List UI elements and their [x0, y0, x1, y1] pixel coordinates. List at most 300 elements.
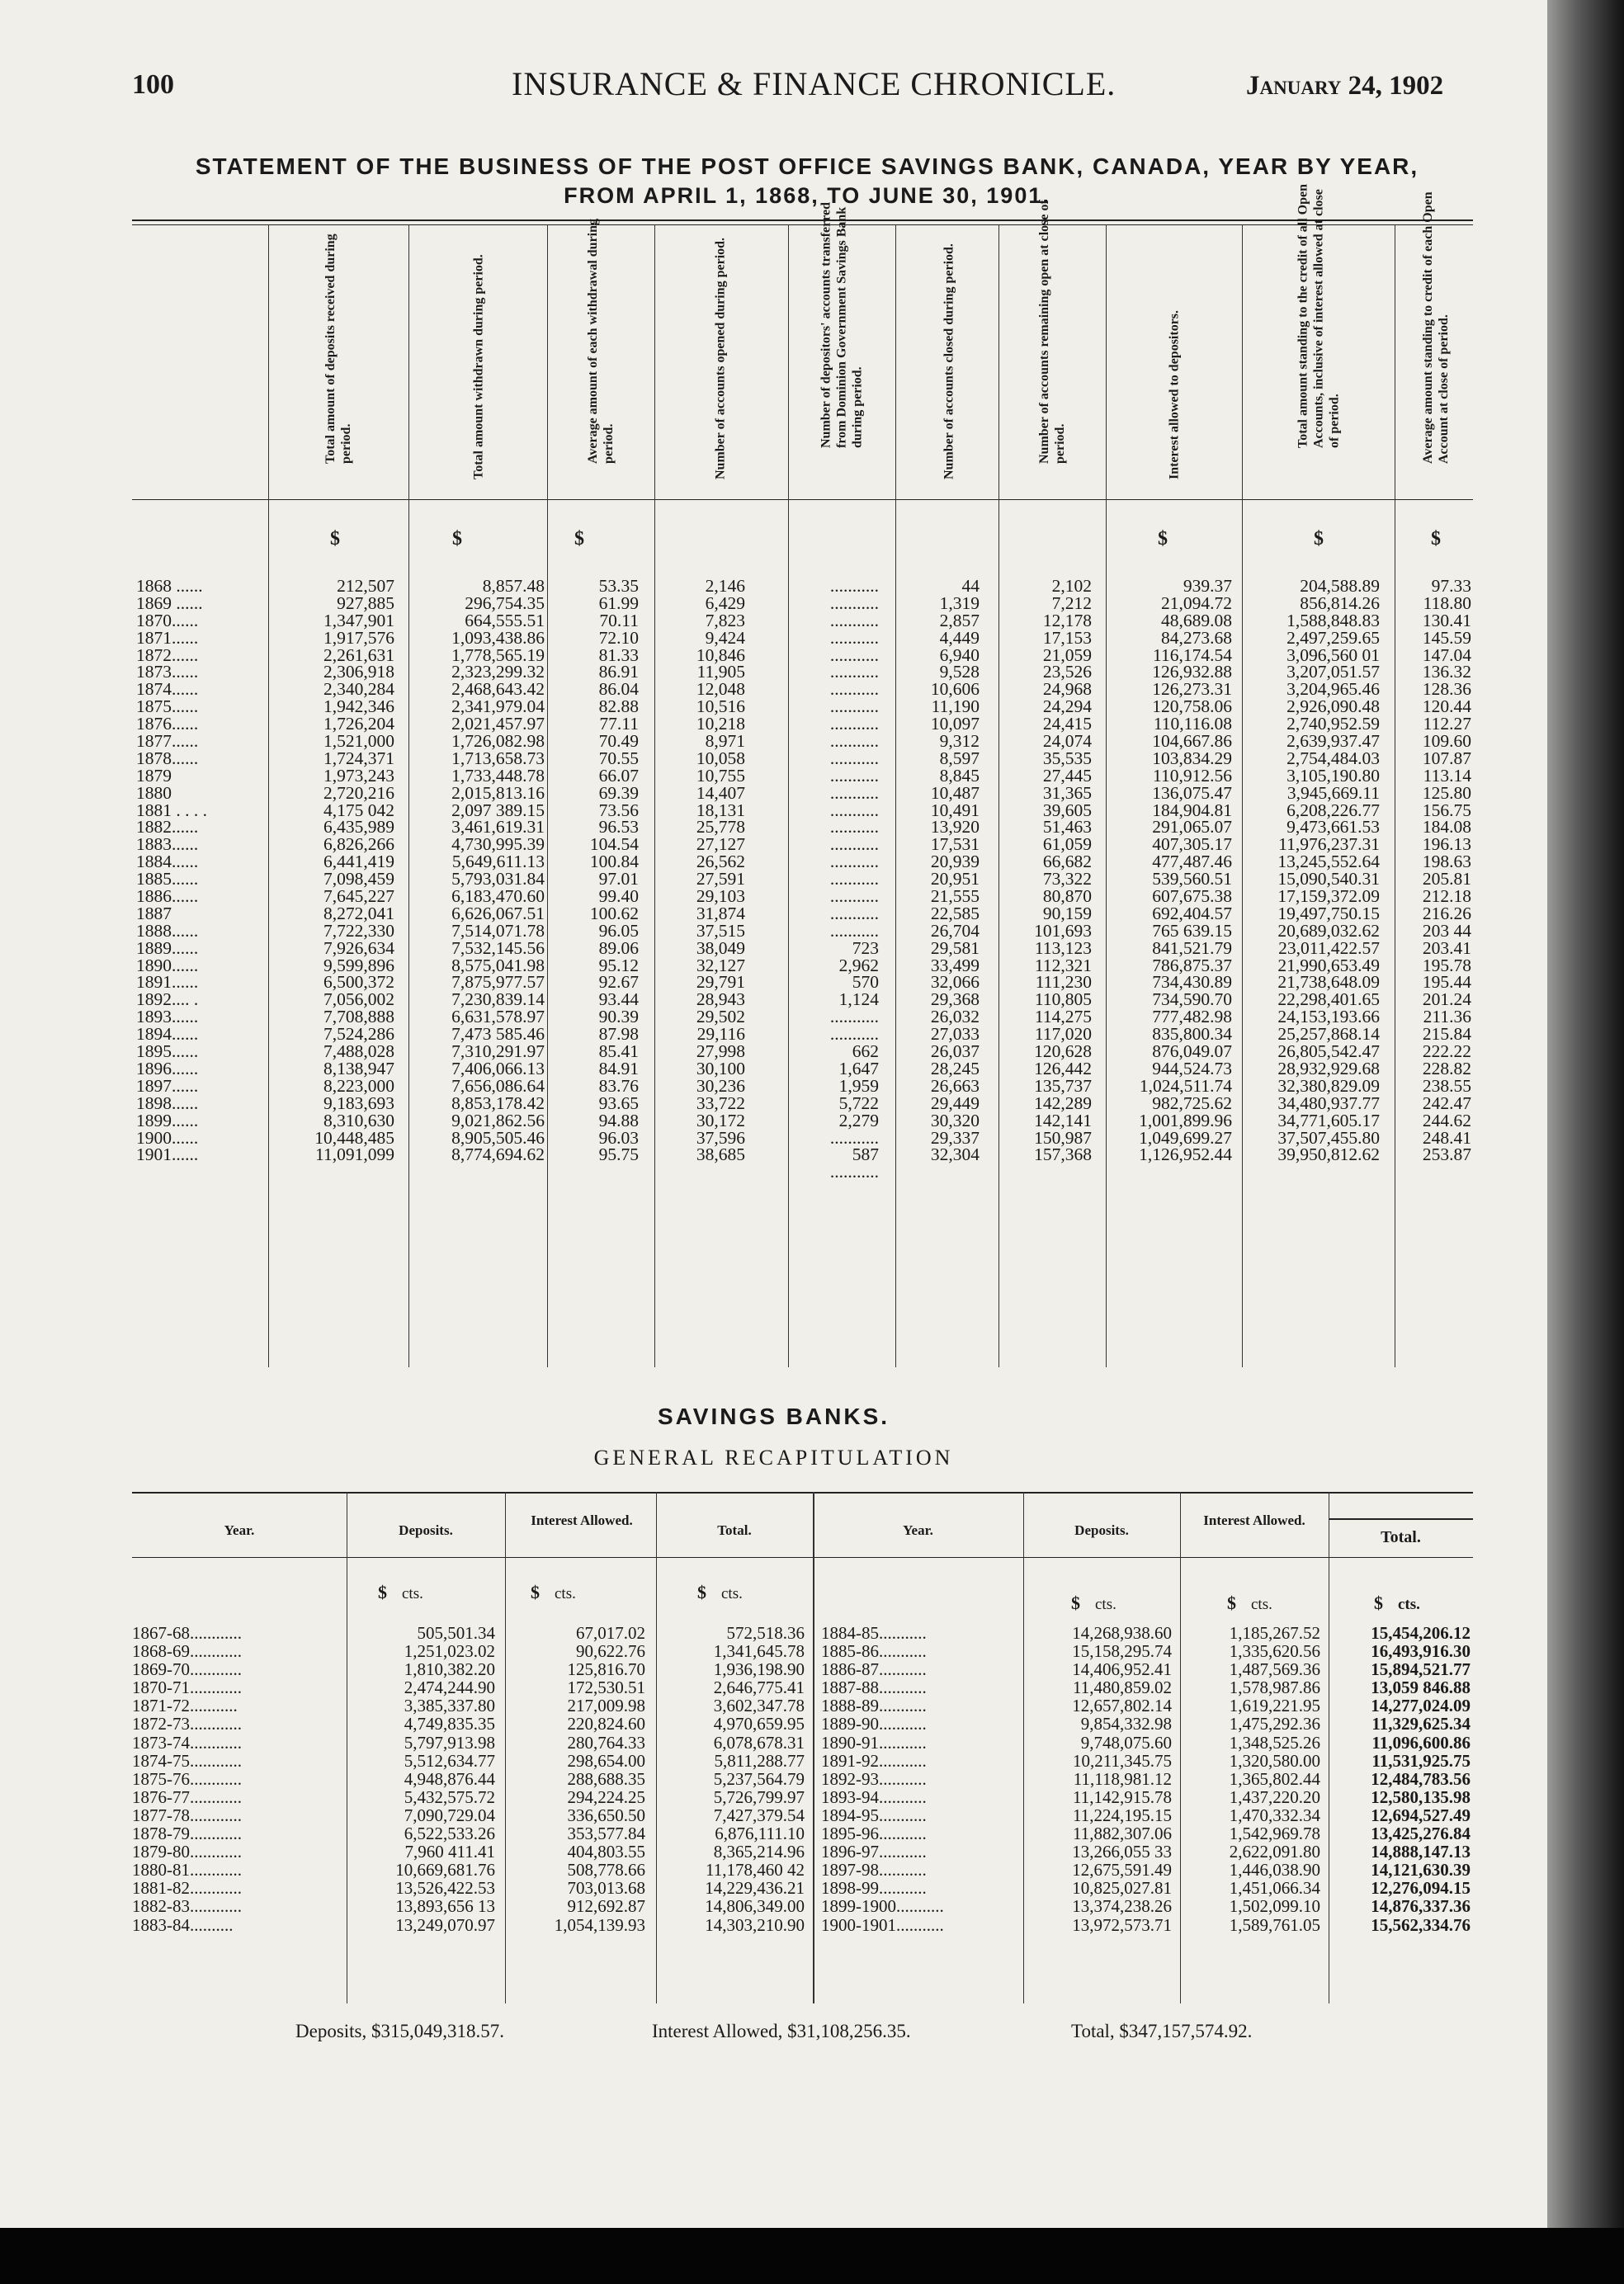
table-cell: 8,575,041.98 [451, 955, 545, 975]
table-cell: 336,650.50 [567, 1805, 645, 1825]
table-cell: 16,493,916.30 [1371, 1641, 1471, 1662]
table-cell: 703,013.68 [567, 1878, 645, 1899]
table-cell: 7,056,002 [323, 989, 394, 1010]
table-cell: 38,049 [696, 937, 745, 958]
table-cell: 1876...... [136, 714, 199, 734]
table-cell: 11,091,099 [315, 1144, 394, 1165]
table-cell: 136.32 [1422, 662, 1471, 682]
recap-divider [813, 1492, 814, 2003]
table-cell: 15,562,334.76 [1371, 1914, 1471, 1935]
table-cell: 84,273.68 [1161, 627, 1232, 648]
table-cell: 1,348,525.26 [1229, 1732, 1320, 1753]
table-cell: 3,385,337.80 [404, 1696, 495, 1716]
table-cell: 48,689.08 [1161, 610, 1232, 630]
table-cell: 1882-83............ [132, 1896, 242, 1917]
table-cell: 1893-94........... [821, 1786, 927, 1807]
remaining-column [1003, 578, 1092, 1163]
table-cell: 120,628 [1034, 1041, 1092, 1062]
table-cell: 8,365,214.96 [713, 1842, 805, 1862]
table-cell: 27,033 [930, 1024, 980, 1045]
table-cell: 30,100 [696, 1058, 745, 1078]
table-cell: 407,305.17 [1152, 834, 1232, 855]
table-cell: 77.11 [599, 714, 639, 734]
table-cell: 14,277,024.09 [1371, 1696, 1471, 1716]
table-cell: 9,748,075.60 [1080, 1732, 1172, 1753]
table-cell: 201.24 [1422, 989, 1471, 1010]
table-cell: 211.36 [1423, 1007, 1471, 1027]
column-header: Interest allowed to depositors. [1167, 309, 1181, 479]
table-cell: 835,800.34 [1152, 1024, 1232, 1045]
table-cell: 9,599,896 [323, 955, 394, 975]
table-cell: 3,105,190.80 [1286, 765, 1380, 786]
table-cell: 125,816.70 [567, 1659, 645, 1680]
table-cell: 11,178,460 42 [706, 1860, 805, 1881]
table-cell: 13,374,238.26 [1072, 1896, 1172, 1917]
table-cell: 20,939 [930, 852, 980, 872]
table-cell: ........... [829, 1024, 879, 1045]
table-cell: 786,875.37 [1152, 955, 1232, 975]
table-cell: 107.87 [1422, 748, 1471, 768]
table-cell: 21,094.72 [1161, 592, 1232, 613]
table-cell: 30,172 [696, 1110, 745, 1130]
table-cell: 84.91 [598, 1058, 639, 1078]
table-cell: 7,488,028 [323, 1041, 394, 1062]
table-cell: ........... [829, 869, 879, 890]
table-cell: 1894...... [136, 1024, 199, 1045]
table-cell: 116,174.54 [1153, 644, 1232, 665]
table-cell: 2,857 [939, 610, 980, 630]
table-cell: 13,526,422.53 [395, 1878, 495, 1899]
table-cell: 22,298,401.65 [1277, 989, 1380, 1010]
table-cell: 10,825,027.81 [1072, 1878, 1172, 1899]
table-cell: 734,430.89 [1152, 972, 1232, 993]
column-divider [1242, 224, 1243, 1367]
table-cell: 27,127 [696, 834, 745, 855]
table-cell: 1,470,332.34 [1229, 1805, 1320, 1825]
table-cell: 100.62 [589, 903, 639, 923]
table-cell: 1881-82............ [132, 1878, 242, 1899]
table-cell: 205.81 [1422, 869, 1471, 890]
table-cell: 6,078,678.31 [713, 1732, 805, 1753]
issue-date: January 24, 1902 [1246, 71, 1444, 101]
transferred-column [763, 578, 879, 1181]
table-cell: 1,451,066.34 [1229, 1878, 1320, 1899]
table-cell: 6,876,111.10 [715, 1824, 805, 1844]
recap-header-rule [132, 1557, 1473, 1558]
table-cell: 112.27 [1423, 714, 1471, 734]
table-cell: 1886-87........... [821, 1659, 927, 1680]
table-cell: 4,175 042 [323, 800, 394, 820]
table-cell: 125.80 [1422, 782, 1471, 803]
table-cell: 6,183,470.60 [451, 886, 545, 907]
column-header: Total amount of deposits received during period. [323, 234, 353, 464]
table-cell: 32,380,829.09 [1277, 1075, 1380, 1096]
table-cell: 8,310,630 [323, 1110, 394, 1130]
table-cell: 73.56 [598, 800, 639, 820]
table-cell: 1887 [136, 903, 172, 923]
table-cell: 2,279 [838, 1110, 879, 1130]
table-cell: 110,805 [1034, 989, 1092, 1010]
table-cell: ........... [829, 920, 879, 941]
table-cell: 14,888,147.13 [1371, 1842, 1471, 1862]
table-cell: 9,021,862.56 [451, 1110, 545, 1130]
table-cell: 95.12 [598, 955, 639, 975]
table-cell: 23,526 [1042, 662, 1092, 682]
table-cell: 150,987 [1034, 1127, 1092, 1148]
table-cell: 1,588,848.83 [1286, 610, 1380, 630]
table-cell: 1882...... [136, 817, 199, 838]
table-cell: 4,948,876.44 [404, 1768, 495, 1789]
table-cell: 2,015,813.16 [451, 782, 545, 803]
table-cell: 9,424 [705, 627, 745, 648]
table-cell: 1,647 [838, 1058, 879, 1078]
column-header: Average amount standing to credit of each Open Account at close of period. [1421, 191, 1451, 464]
publication-title: INSURANCE & FINANCE CHRONICLE. [512, 65, 1116, 102]
table-cell: 2,146 [705, 576, 745, 596]
table-cell: 195.44 [1422, 972, 1471, 993]
table-cell: 734,590.70 [1152, 989, 1232, 1010]
table-cell: 982,725.62 [1152, 1092, 1232, 1113]
table-cell: 86.04 [598, 679, 639, 700]
table-cell: 20,951 [930, 869, 980, 890]
table-cell: 24,294 [1042, 696, 1092, 717]
recap-left-years [132, 1624, 242, 1934]
table-cell: 80,870 [1042, 886, 1092, 907]
table-cell: 2,341,979.04 [451, 696, 545, 717]
table-cell: 28,943 [696, 989, 745, 1010]
table-cell: 28,245 [930, 1058, 980, 1078]
table-cell: 7,090,729.04 [404, 1805, 495, 1825]
table-cell: 26,805,542.47 [1277, 1041, 1380, 1062]
table-cell: 29,368 [930, 989, 980, 1010]
table-cell: 5,811,288.77 [714, 1750, 805, 1771]
table-cell: 10,669,681.76 [395, 1860, 495, 1881]
total-header-rule [1329, 1518, 1473, 1520]
statement-subtitle: FROM APRIL 1, 1868, TO JUNE 30, 1901. [564, 183, 1050, 208]
table-cell: 1870...... [136, 610, 199, 630]
table-cell: 195.78 [1422, 955, 1471, 975]
recap-right-years [821, 1624, 944, 1934]
table-cell: 1,475,292.36 [1229, 1714, 1320, 1734]
table-cell: 2,097 389.15 [451, 800, 545, 820]
table-cell: 1875-76............ [132, 1768, 242, 1789]
table-cell: 1885...... [136, 869, 199, 890]
table-cell: 1,959 [838, 1075, 879, 1096]
table-cell: 6,500,372 [323, 972, 394, 993]
table-cell: 944,524.73 [1152, 1058, 1232, 1078]
table-cell: 1,124 [838, 989, 879, 1010]
table-cell: 505,501.34 [417, 1623, 495, 1643]
table-cell: 18,131 [696, 800, 745, 820]
table-cell: 2,323,299.32 [451, 662, 545, 682]
total-interest-summary: Interest Allowed, $31,108,256.35. [652, 2021, 911, 2041]
table-cell: 204,588.89 [1300, 576, 1380, 596]
table-cell: 94.88 [598, 1110, 639, 1130]
table-cell: 17,153 [1042, 627, 1092, 648]
table-cell: 1889...... [136, 937, 199, 958]
table-cell: 1883-84.......... [132, 1914, 234, 1935]
table-cell: 228.82 [1422, 1058, 1471, 1078]
table-cell: 7,473 585.46 [451, 1024, 545, 1045]
table-cell: 39,950,812.62 [1277, 1144, 1380, 1165]
table-cell: 147.04 [1422, 644, 1471, 665]
table-cell: 142,289 [1034, 1092, 1092, 1113]
column-divider [547, 224, 548, 1367]
table-cell: 7,524,286 [323, 1024, 394, 1045]
table-cell: 90,622.76 [576, 1641, 645, 1662]
table-cell: 587 [852, 1144, 879, 1165]
table-cell: 7,212 [1051, 592, 1092, 613]
column-divider [268, 224, 269, 1367]
table-cell: 10,211,345.75 [1073, 1750, 1172, 1771]
table-cell: 244.62 [1422, 1110, 1471, 1130]
table-cell: 13,266,055 33 [1072, 1842, 1172, 1862]
table-cell: ........... [829, 886, 879, 907]
recap-header-deposits: Deposits. [399, 1522, 453, 1538]
table-cell: 1867-68............ [132, 1623, 242, 1643]
table-cell: ........... [829, 644, 879, 665]
table-cell: ........... [829, 748, 879, 768]
table-cell: 2,468,643.42 [451, 679, 545, 700]
avg-withdrawal-column [551, 578, 639, 1163]
table-cell: 109.60 [1422, 731, 1471, 752]
table-cell: 14,876,337.36 [1371, 1896, 1471, 1917]
column-divider [408, 224, 409, 1367]
table-cell: 15,158,295.74 [1072, 1641, 1172, 1662]
table-cell: 13,893,656 13 [395, 1896, 495, 1917]
table-cell: 5,726,799.97 [713, 1786, 805, 1807]
table-cell: 1,001,899.96 [1139, 1110, 1232, 1130]
table-cell: 215.84 [1422, 1024, 1471, 1045]
table-cell: 3,096,560 01 [1286, 644, 1380, 665]
savings-banks-title: SAVINGS BANKS. [657, 1404, 890, 1429]
table-cell: 291,065.07 [1152, 817, 1232, 838]
table-cell: 1,810,382.20 [404, 1659, 495, 1680]
table-cell: 1898-99........... [821, 1878, 927, 1899]
page-edge-shadow [1547, 0, 1624, 2284]
table-cell: 17,159,372.09 [1277, 886, 1380, 907]
recap-top-rule [132, 1492, 1473, 1494]
column-divider [1106, 224, 1107, 1367]
table-cell: 1,347,901 [323, 610, 394, 630]
table-cell: ........... [829, 834, 879, 855]
table-cell: 1,126,952.44 [1139, 1144, 1232, 1165]
table-cell: 92.67 [598, 972, 639, 993]
table-cell: 61.99 [598, 592, 639, 613]
table-cell: ........... [829, 903, 879, 923]
table-cell: 404,803.55 [567, 1842, 645, 1862]
table-cell: 29,103 [696, 886, 745, 907]
recap-header-interest: Interest Allowed. [1203, 1512, 1305, 1528]
table-cell: 25,778 [696, 817, 745, 838]
table-cell: 29,337 [930, 1127, 980, 1148]
table-cell: 1,578,987.86 [1229, 1678, 1320, 1698]
table-cell: 53.35 [598, 576, 639, 596]
table-cell: 570 [852, 972, 879, 993]
table-cell: 8,845 [939, 765, 980, 786]
table-cell: 10,606 [930, 679, 980, 700]
table-cell: 26,562 [696, 852, 745, 872]
table-cell: ........... [829, 852, 879, 872]
table-cell: 1873-74............ [132, 1732, 242, 1753]
table-cell: 5,512,634.77 [404, 1750, 495, 1771]
table-cell: 66,682 [1042, 852, 1092, 872]
table-cell: 6,522,533.26 [404, 1824, 495, 1844]
table-cell: 294,224.25 [567, 1786, 645, 1807]
table-cell: 13,972,573.71 [1072, 1914, 1172, 1935]
table-cell: 104.54 [589, 834, 639, 855]
table-cell: 96.03 [598, 1127, 639, 1148]
table-cell: 1,335,620.56 [1229, 1641, 1320, 1662]
table-cell: 12,675,591.49 [1072, 1860, 1172, 1881]
table-cell: ........... [829, 800, 879, 820]
table-cell: 1872-73............ [132, 1714, 242, 1734]
table-cell: ........... [829, 782, 879, 803]
table-cell: 38,685 [696, 1144, 745, 1165]
table-cell: 10,487 [930, 782, 980, 803]
table-cell: 2,622,091.80 [1229, 1842, 1320, 1862]
table-cell: 222.22 [1422, 1041, 1471, 1062]
table-cell: 8,857.48 [482, 576, 545, 596]
table-cell: 1883...... [136, 834, 199, 855]
table-cell: 7,098,459 [323, 869, 394, 890]
table-cell: 117,020 [1034, 1024, 1092, 1045]
table-cell: 9,528 [939, 662, 980, 682]
table-cell: 27,445 [1042, 765, 1092, 786]
deposits-column [272, 578, 394, 1163]
table-cell: 1,093,438.86 [451, 627, 545, 648]
table-cell: 27,998 [696, 1041, 745, 1062]
table-cell: 145.59 [1422, 627, 1471, 648]
table-cell: 1895...... [136, 1041, 199, 1062]
dollar-mark: $ [330, 528, 340, 550]
table-cell: 34,771,605.17 [1277, 1110, 1380, 1130]
column-header: Average amount of each withdrawal during period. [586, 218, 616, 464]
table-cell: 6,940 [939, 644, 980, 665]
table-cell: 1869 ...... [136, 592, 203, 613]
table-cell: 93.65 [598, 1092, 639, 1113]
table-cell: 1,049,699.27 [1139, 1127, 1232, 1148]
table-cell: ........... [829, 817, 879, 838]
table-cell: 33,499 [930, 955, 980, 975]
table-cell: 12,694,527.49 [1371, 1805, 1471, 1825]
table-cell: 21,738,648.09 [1277, 972, 1380, 993]
table-cell: 723 [852, 937, 879, 958]
recap-header-total: Total. [717, 1522, 752, 1538]
table-cell: 12,276,094.15 [1371, 1878, 1471, 1899]
table-cell: 11,329,625.34 [1371, 1714, 1471, 1734]
table-cell: 1,973,243 [323, 765, 394, 786]
table-cell: 1,942,346 [323, 696, 394, 717]
table-cell: 2,639,937.47 [1286, 731, 1380, 752]
table-cell: 87.98 [598, 1024, 639, 1045]
table-cell: 11,224,195.15 [1073, 1805, 1172, 1825]
table-cell: 8,597 [939, 748, 980, 768]
table-cell: 90.39 [598, 1007, 639, 1027]
table-cell: 1900...... [136, 1127, 199, 1148]
table-cell: 1875...... [136, 696, 199, 717]
table-cell: 128.36 [1422, 679, 1471, 700]
table-cell: 130.41 [1422, 610, 1471, 630]
table-cell: 120.44 [1422, 696, 1471, 717]
table-cell: 27,591 [696, 869, 745, 890]
table-cell: 23,011,422.57 [1278, 937, 1380, 958]
table-cell: 5,432,575.72 [404, 1786, 495, 1807]
table-cell: 13,920 [930, 817, 980, 838]
table-cell: 2,102 [1051, 576, 1092, 596]
table-cell: 100.84 [589, 852, 639, 872]
table-cell: 172,530.51 [567, 1678, 645, 1698]
table-cell: 14,407 [696, 782, 745, 803]
table-cell: 103,834.29 [1152, 748, 1232, 768]
table-cell: 1,437,220.20 [1229, 1786, 1320, 1807]
table-cell: 21,059 [1042, 644, 1092, 665]
table-cell: 1,521,000 [323, 731, 394, 752]
table-cell: 1888-89........... [821, 1696, 927, 1716]
table-cell: 353,577.84 [567, 1824, 645, 1844]
table-cell: 30,236 [696, 1075, 745, 1096]
table-cell: 37,515 [696, 920, 745, 941]
table-cell: 10,491 [930, 800, 980, 820]
dollar-mark: $ [574, 528, 584, 550]
table-cell: 1,054,139.93 [554, 1914, 645, 1935]
table-cell: 24,074 [1042, 731, 1092, 752]
recap-subtitle: GENERAL RECAPITULATION [593, 1446, 954, 1470]
table-cell: 6,429 [705, 592, 745, 613]
table-cell: 10,058 [696, 748, 745, 768]
table-cell: 86.91 [598, 662, 639, 682]
table-cell: 1896...... [136, 1058, 199, 1078]
table-cell: 96.05 [598, 920, 639, 941]
table-cell: 7,310,291.97 [451, 1041, 545, 1062]
table-cell: 539,560.51 [1152, 869, 1232, 890]
table-cell: 1,589,761.05 [1229, 1914, 1320, 1935]
table-cell: 22,585 [930, 903, 980, 923]
table-cell: 1898...... [136, 1092, 199, 1113]
table-cell: 11,976,237.31 [1278, 834, 1380, 855]
interest-column [1110, 578, 1232, 1163]
table-cell: 29,581 [930, 937, 980, 958]
table-cell: 120,758.06 [1152, 696, 1232, 717]
table-cell: 12,657,802.14 [1072, 1696, 1172, 1716]
table-cell: ........... [829, 576, 879, 596]
table-cell: 136,075.47 [1152, 782, 1232, 803]
table-cell: 212,507 [337, 576, 394, 596]
table-cell: 1,619,221.95 [1229, 1696, 1320, 1716]
table-cell: 1892-93........... [821, 1768, 927, 1789]
table-cell: 1871...... [136, 627, 199, 648]
table-cell: 2,962 [838, 955, 879, 975]
table-cell: 1874...... [136, 679, 199, 700]
column-header: Number of accounts remaining open at close of period. [1037, 200, 1067, 464]
table-cell: 7,708,888 [323, 1007, 394, 1027]
closed-column [899, 578, 980, 1163]
table-cell: 841,521.79 [1152, 937, 1232, 958]
table-cell: 1896-97........... [821, 1842, 927, 1862]
table-cell: 242.47 [1422, 1092, 1471, 1113]
table-cell: 7,406,066.13 [451, 1058, 545, 1078]
table-cell: 37,507,455.80 [1277, 1127, 1380, 1148]
table-cell: ........... [829, 592, 879, 613]
page-header [0, 64, 1547, 114]
table-cell: 10,218 [696, 714, 745, 734]
recap-header-year: Year. [903, 1522, 933, 1538]
table-cell: 7,875,977.57 [451, 972, 545, 993]
table-cell: 7,532,145.56 [451, 937, 545, 958]
table-cell: 14,229,436.21 [705, 1878, 805, 1899]
avg-credit-column [1399, 578, 1471, 1163]
unit-label: $ cts. [1374, 1593, 1420, 1613]
